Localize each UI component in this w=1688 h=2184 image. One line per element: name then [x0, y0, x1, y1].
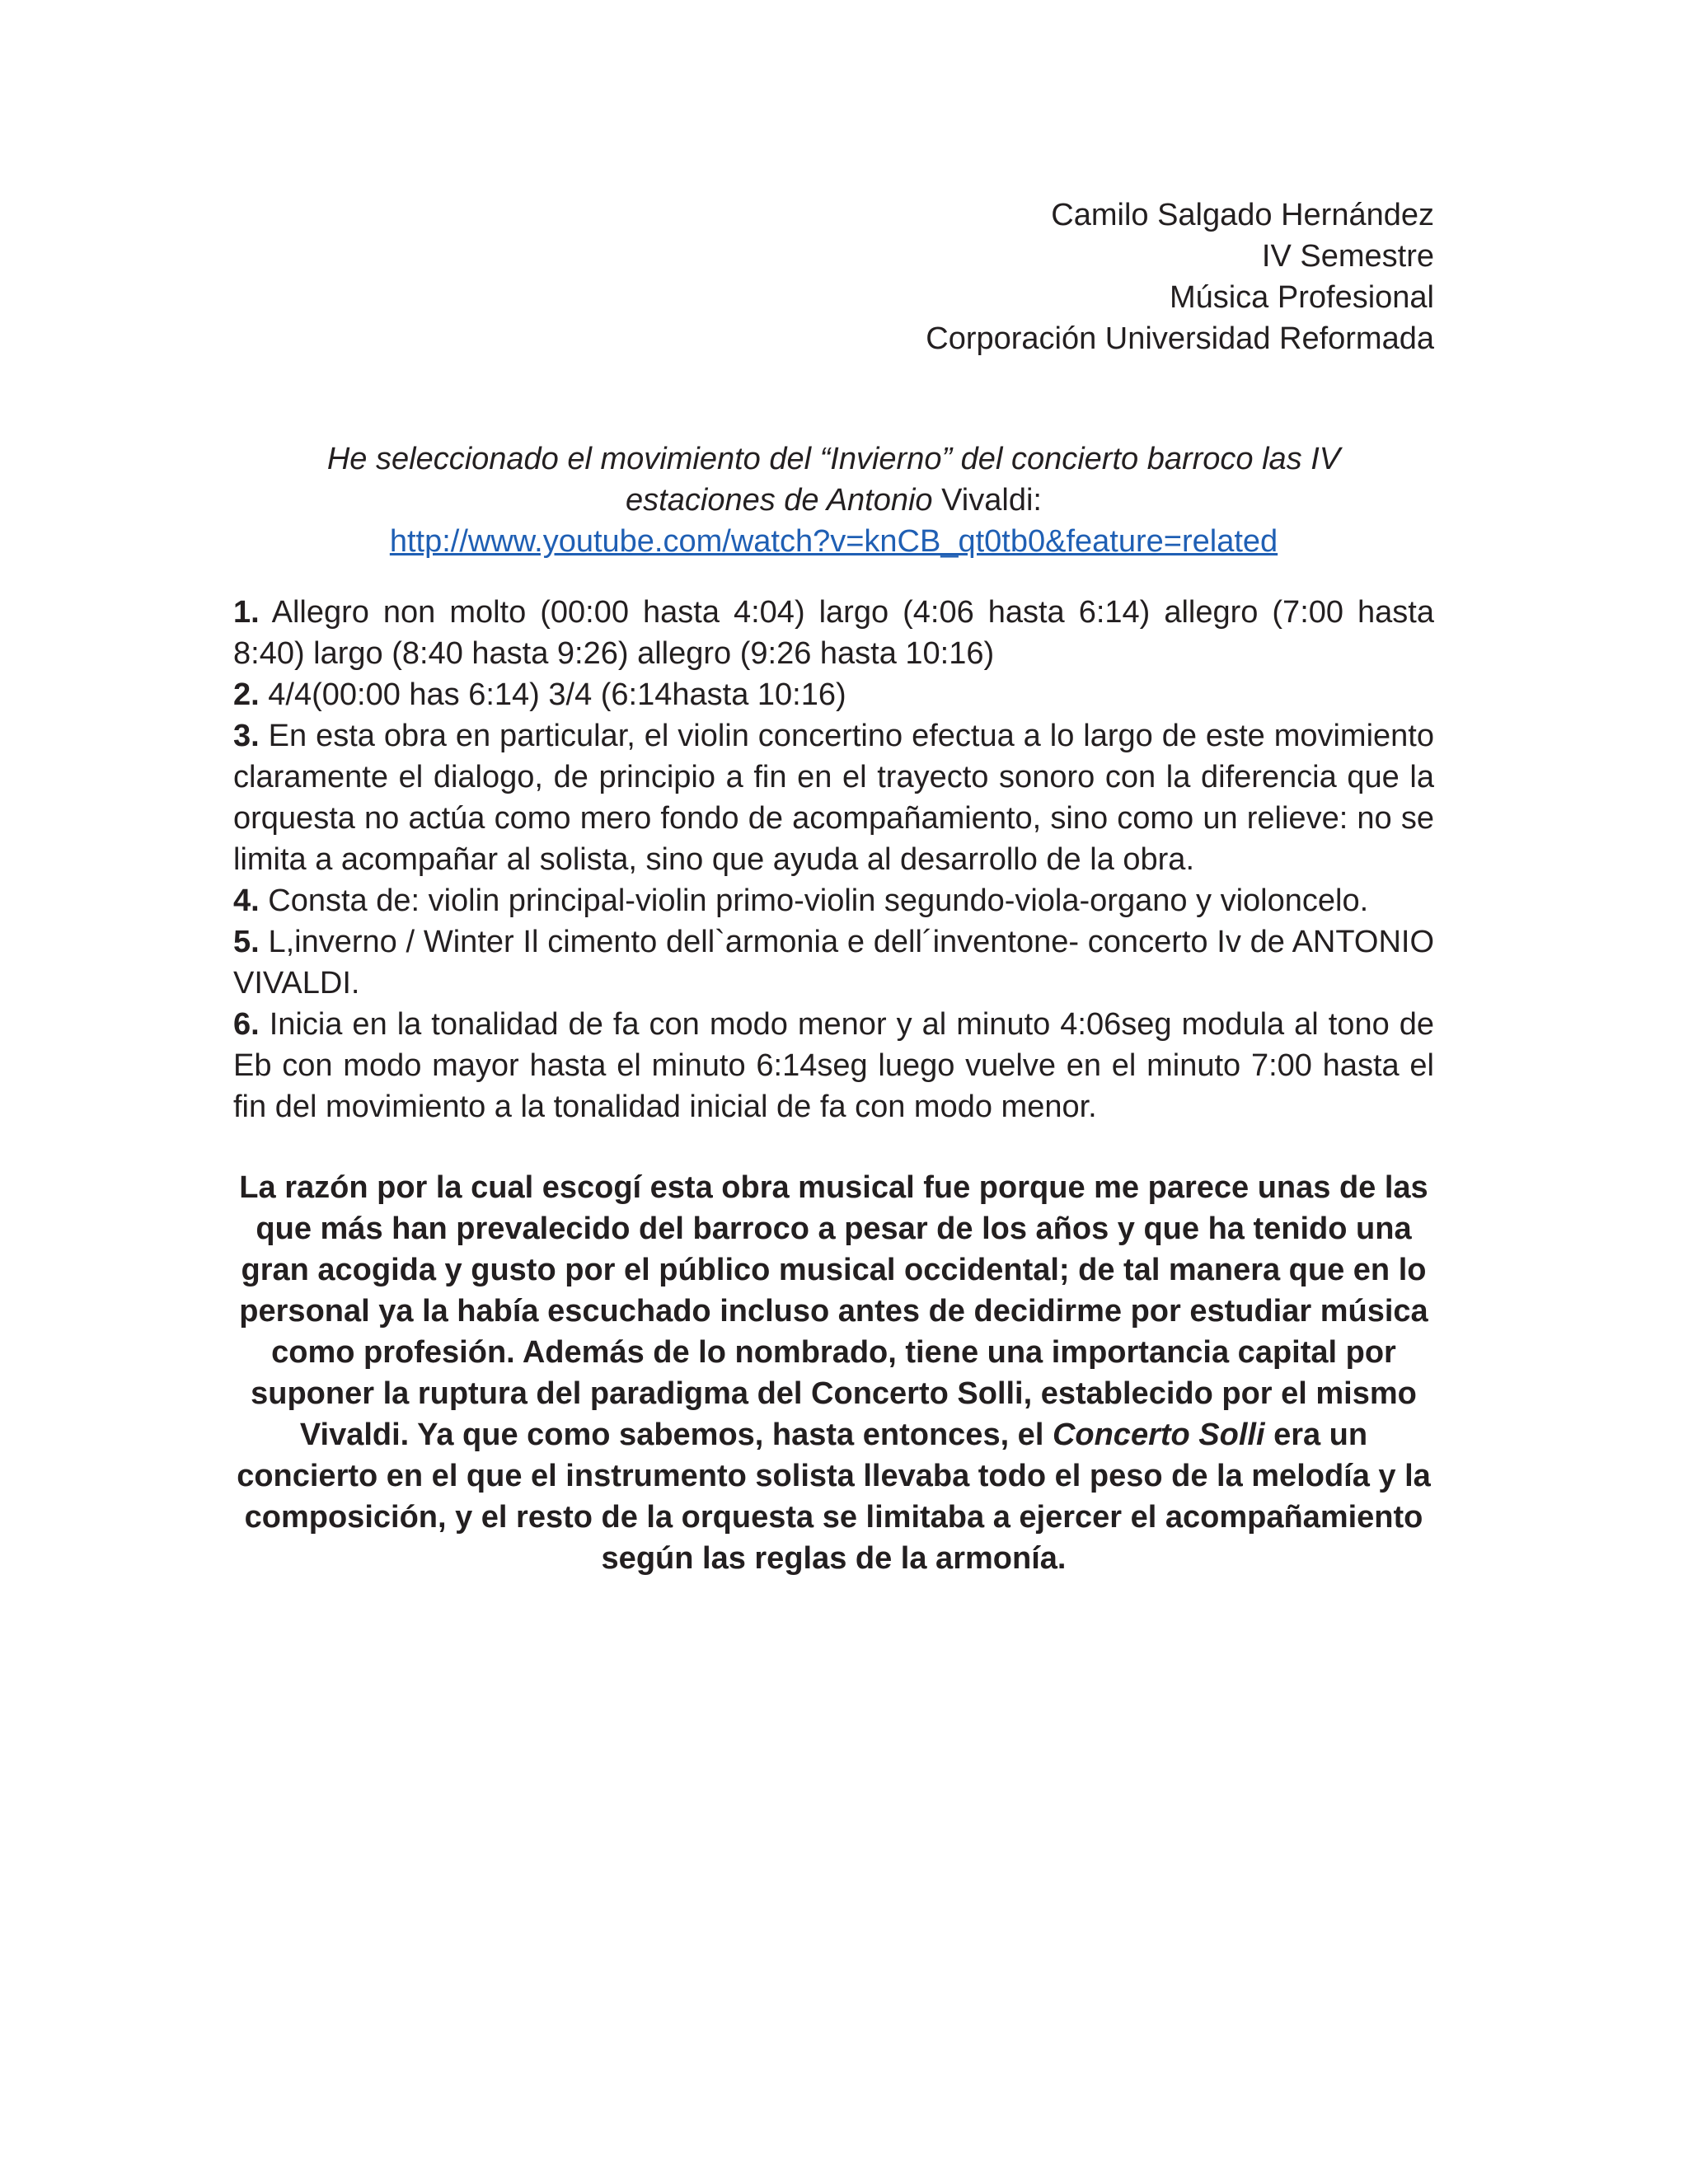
reason-italic: Concerto Solli — [1052, 1418, 1265, 1452]
answer-item — [233, 921, 1434, 1004]
youtube-link[interactable]: http://www.youtube.com/watch?v=knCB_qt0tb0&feature=related — [389, 524, 1278, 559]
intro-line-1: He seleccionado el movimiento del “Invierno” del concierto barroco las IV — [326, 442, 1341, 476]
answer-number: 5. — [233, 925, 260, 959]
answer-text: Consta de: violin principal-violin primo-violin segundo-viola-organo y violoncelo. — [259, 883, 1369, 918]
intro-line-2 — [233, 480, 1434, 521]
answer-item — [233, 674, 1434, 715]
answer-number: 4. — [233, 883, 260, 918]
institution: Corporación Universidad Reformada — [926, 321, 1434, 356]
answer-text: Inicia en la tonalidad de fa con modo menor y al minuto 4:06seg modula al tono de Eb con modo mayor hasta el minuto 6:14seg luego vuelve en el minuto 7:00 hasta el fin del movimiento a la tonalidad inicial de fa con modo menor. — [233, 1007, 1434, 1124]
answer-number: 3. — [233, 719, 260, 753]
author-name: Camilo Salgado Hernández — [1051, 198, 1434, 232]
answer-text: L,inverno / Winter Il cimento dell`armonia e dell´inventone- concerto Iv de ANTONIO VIVALDI. — [233, 925, 1434, 1001]
answer-text: Allegro non molto (00:00 hasta 4:04) largo (4:06 hasta 6:14) allegro (7:00 hasta 8:40) largo (8:40 hasta 9:26) allegro (9:26 hasta 10:16) — [233, 595, 1434, 671]
reason-paragraph — [233, 1167, 1434, 1579]
intro-line-2-italic: estaciones de Antonio — [626, 483, 933, 518]
document-page — [233, 194, 1434, 1579]
answers-list — [233, 592, 1434, 1127]
answer-item — [233, 592, 1434, 674]
reason-part-2: era un concierto en el que el instrumento solista llevaba todo el peso de la melodía y la composición, y el resto de la orquesta se limitaba a ejercer el acompañamiento según las reglas de la armonía. — [237, 1418, 1431, 1576]
intro-line-2-rest: Vivaldi: — [932, 483, 1042, 518]
intro-paragraph — [233, 438, 1434, 562]
answer-number: 1. — [233, 595, 260, 630]
program: Música Profesional — [1169, 280, 1434, 315]
semester: IV Semestre — [1261, 239, 1434, 274]
answer-item — [233, 880, 1434, 921]
answer-text: En esta obra en particular, el violin concertino efectua a lo largo de este movimiento claramente el dialogo, de principio a fin en el trayecto sonoro con la diferencia que la orquesta no actúa como mero fondo de acompañamiento, sino como un relieve: no se limita a acompañar al solista, sino que ayuda al desarrollo de la obra. — [233, 719, 1434, 877]
answer-text: 4/4(00:00 has 6:14) 3/4 (6:14hasta 10:16) — [259, 677, 846, 712]
answer-item — [233, 1004, 1434, 1127]
answer-item — [233, 715, 1434, 880]
reason-part-1: La razón por la cual escogí esta obra musical fue porque me parece unas de las que más han prevalecido del barroco a pesar de los años y que ha tenido una gran acogida y gusto por el público musical occidental; de tal manera que en lo personal ya la había escuchado incluso antes de decidirme por estudiar música como profesión. Además de lo nombrado, tiene una importancia capital por suponer la ruptura del paradigma del Concerto Solli, establecido por el mismo Vivaldi. Ya que como sabemos, hasta entonces, el — [239, 1170, 1428, 1452]
answer-number: 6. — [233, 1007, 260, 1042]
author-header — [233, 194, 1434, 359]
answer-number: 2. — [233, 677, 260, 712]
